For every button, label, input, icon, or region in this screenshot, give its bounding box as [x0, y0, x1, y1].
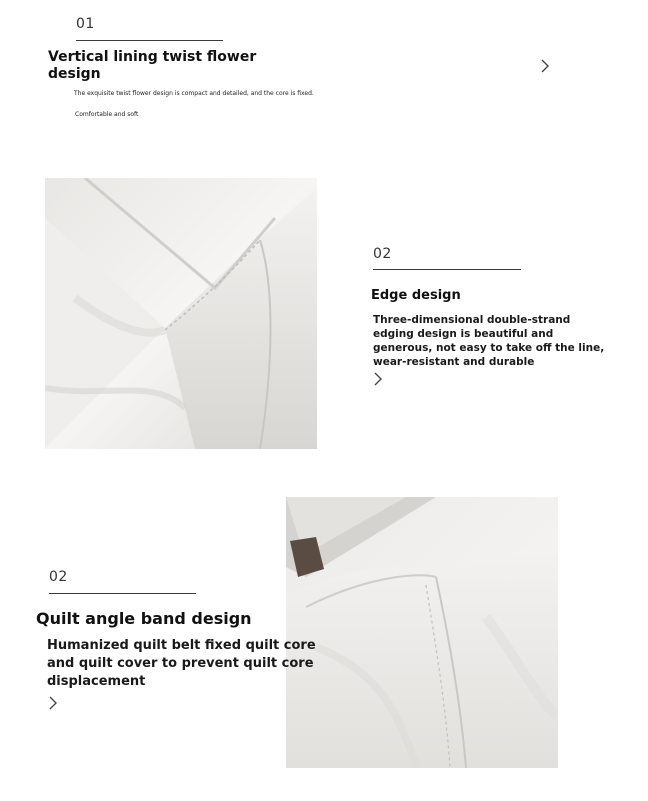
section-description: Three-dimensional double-strand edging design is beautiful and generous, not easy to take off the line, wear-resistant and durable [373, 314, 605, 368]
section-title: Edge design [371, 288, 461, 303]
quilt-edge-photo [45, 178, 317, 449]
chevron-right-icon[interactable] [372, 372, 386, 386]
chevron-right-icon[interactable] [538, 59, 552, 73]
section-title: Vertical lining twist flower design [48, 49, 257, 82]
divider [373, 269, 521, 270]
section-number: 02 [49, 569, 68, 585]
section-title: Quilt angle band design [36, 609, 252, 628]
divider [49, 593, 196, 594]
section-number: 02 [373, 246, 392, 262]
quilt-corner-photo [286, 497, 558, 768]
section-subtext: Comfortable and soft [75, 111, 139, 118]
section-number: 01 [76, 16, 95, 32]
section-description: Humanized quilt belt fixed quilt core and quilt cover to prevent quilt core displacement [47, 638, 316, 689]
chevron-right-icon[interactable] [47, 696, 61, 710]
section-description: The exquisite twist flower design is compact and detailed, and the core is fixed. [74, 90, 314, 97]
divider [76, 40, 223, 41]
